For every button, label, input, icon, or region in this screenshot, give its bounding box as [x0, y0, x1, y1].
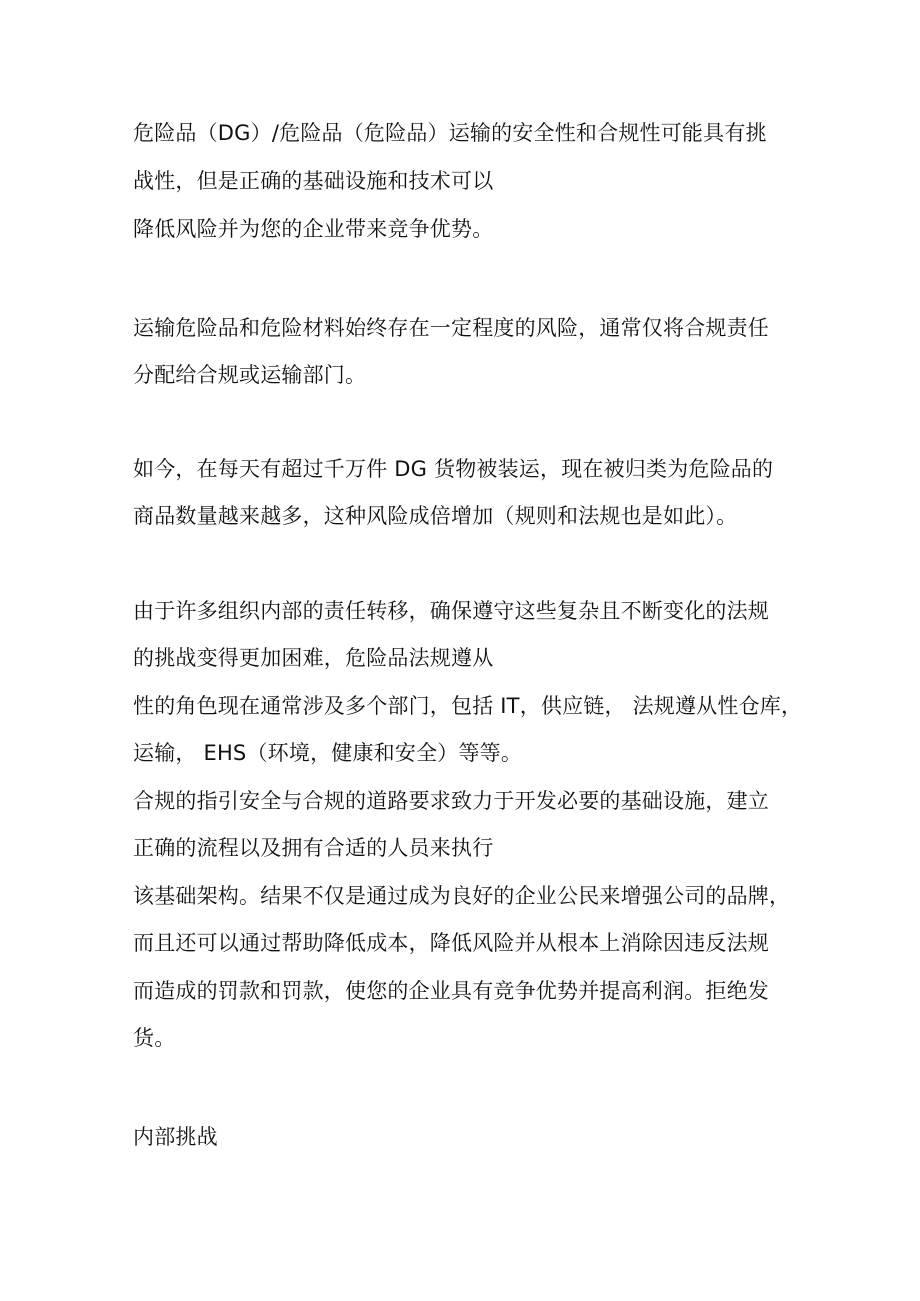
paragraph-2-line-1: 运输危险品和危险材料始终存在一定程度的风险，通常仅将合规责任 [133, 316, 769, 340]
paragraph-2-line-2: 分配给合规或运输部门。 [133, 363, 367, 387]
paragraph-4-line-10: 货。 [133, 1026, 176, 1050]
paragraph-4-line-6: 正确的流程以及拥有合适的人员来执行 [133, 836, 494, 860]
paragraph-1-line-1: 危险品（DG）/危险品（危险品）运输的安全性和合规性可能具有挑 [133, 121, 767, 145]
paragraph-4-line-2: 的挑战变得更加困难，危险品法规遵从 [133, 646, 494, 670]
paragraph-4-line-7: 该基础架构。结果不仅是通过成为良好的企业公民来增强公司的品牌， [133, 884, 791, 908]
paragraph-4-line-8: 而且还可以通过帮助降低成本，降低风险并从根本上消除因违反法规 [133, 931, 769, 955]
paragraph-1-line-2: 战性，但是正确的基础设施和技术可以 [133, 169, 494, 193]
section-heading: 内部挑战 [133, 1125, 218, 1149]
paragraph-3-line-1: 如今，在每天有超过千万件 DG 货物被装运，现在被归类为危险品的 [133, 457, 774, 481]
paragraph-4-line-5: 合规的指引安全与合规的道路要求致力于开发必要的基础设施，建立 [133, 789, 769, 813]
paragraph-4-line-3: 性的角色现在通常涉及多个部门，包括 IT，供应链， 法规遵从性仓库， [133, 694, 803, 718]
paragraph-4-line-1: 由于许多组织内部的责任转移，确保遵守这些复杂且不断变化的法规 [133, 599, 769, 623]
paragraph-4-line-9: 而造成的罚款和罚款，使您的企业具有竞争优势并提高利润。拒绝发 [133, 979, 769, 1003]
paragraph-4-line-4: 运输， EHS（环境，健康和安全）等等。 [133, 741, 523, 765]
paragraph-1-line-3: 降低风险并为您的企业带来竞争优势。 [133, 217, 494, 241]
paragraph-3-line-2: 商品数量越来越多，这种风险成倍增加（规则和法规也是如此）。 [133, 504, 738, 528]
